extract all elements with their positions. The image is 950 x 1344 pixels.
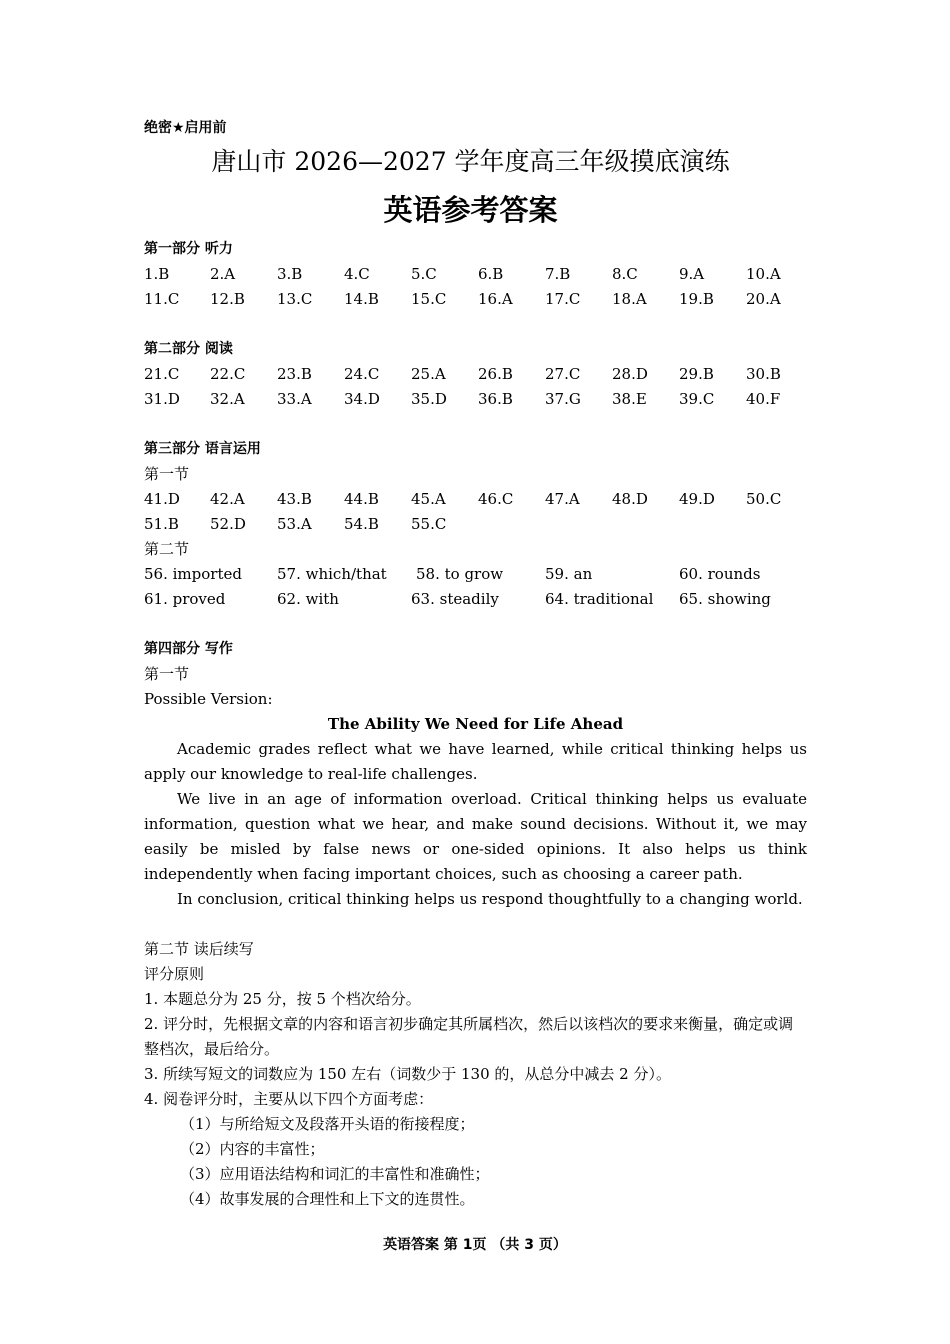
page-footer: 英语答案 第 1页 （共 3 页） [383,1237,567,1253]
answer-item: 51.B [144,515,179,533]
answer-item: 21.C [144,365,180,383]
answer-item: 27.C [545,365,581,383]
answer-item: 32.A [210,390,245,408]
scoring-subrule: （3）应用语法结构和词汇的丰富性和准确性； [180,1165,490,1183]
fill-answer: 59. an [545,565,593,583]
answer-item: 26.B [478,365,513,383]
answer-item: 3.B [277,265,303,283]
fill-row [144,562,807,587]
answer-item: 20.A [746,290,781,308]
fill-answer: 62. with [277,590,339,608]
answer-item: 16.A [478,290,513,308]
answer-item: 22.C [210,365,246,383]
fill-answer: 64. traditional [545,590,654,608]
answer-item: 1.B [144,265,170,283]
answer-item: 50.C [746,490,782,508]
answer-item: 17.C [545,290,581,308]
answer-item: 33.A [277,390,312,408]
fill-answer: 60. rounds [679,565,761,583]
answer-item: 52.D [210,515,246,533]
section-label: 第一节 [144,665,190,683]
answer-row [144,487,807,512]
essay-paragraph: We live in an age of information overload. Critical thinking helps us evaluate information, question what we hear, and make sound decisions. Without it, we may easily be misled by false news or one-sided opinions. It also helps us think independently when facing important choices, such as choosing a career path. [144,790,807,883]
part4-heading: 第四部分 写作 [144,641,233,657]
answer-item: 45.A [411,490,446,508]
answer-item: 44.B [344,490,379,508]
answer-item: 54.B [344,515,379,533]
answer-row [144,262,807,287]
answer-item: 12.B [210,290,245,308]
answer-item: 2.A [210,265,236,283]
answer-item: 10.A [746,265,781,283]
answer-item: 5.C [411,265,437,283]
scoring-rule: 3. 所续写短文的词数应为 150 左右（词数少于 130 的，从总分中减去 2 分）。 [144,1065,671,1083]
answer-item: 35.D [411,390,447,408]
answer-item: 40.F [746,390,781,408]
fill-answer: 56. imported [144,565,242,583]
section-label: 第二节 [144,540,190,558]
fill-answer: 65. showing [679,590,771,608]
answer-item: 49.D [679,490,715,508]
scoring-rule: 4. 阅卷评分时，主要从以下四个方面考虑： [144,1090,434,1108]
rules-heading: 评分原则 [144,965,205,983]
scoring-subrule: （2）内容的丰富性； [180,1140,325,1158]
fill-answer: 61. proved [144,590,226,608]
part2-heading: 第二部分 阅读 [144,341,233,357]
answer-item: 53.A [277,515,312,533]
answer-sheet-page [144,115,807,1212]
answer-item: 28.D [612,365,648,383]
answer-item: 46.C [478,490,514,508]
fill-answer: 58. to grow [416,565,504,583]
answer-item: 43.B [277,490,312,508]
answer-item: 29.B [679,365,714,383]
answer-row [144,287,807,312]
answer-item: 11.C [144,290,180,308]
answer-item: 23.B [277,365,312,383]
answer-item: 15.C [411,290,447,308]
answer-item: 13.C [277,290,313,308]
answer-item: 48.D [612,490,648,508]
answer-item: 37.G [545,390,581,408]
answer-item: 55.C [411,515,447,533]
exam-title: 唐山市 2026—2027 学年度高三年级摸底演练 [211,147,730,176]
fill-answer: 63. steadily [411,590,499,608]
answer-item: 19.B [679,290,714,308]
answer-item: 6.B [478,265,504,283]
answer-row [144,512,807,537]
part1-heading: 第一部分 听力 [144,241,233,257]
scoring-rule: 2. 评分时，先根据文章的内容和语言初步确定其所属档次，然后以该档次的要求来衡量，确定或调整档次，最后给分。 [144,1015,794,1058]
answer-item: 41.D [144,490,180,508]
answer-item: 14.B [344,290,379,308]
answer-item: 36.B [478,390,513,408]
fill-row [144,587,807,612]
answer-item: 34.D [344,390,380,408]
section-label: 第一节 [144,465,190,483]
answer-item: 18.A [612,290,647,308]
section-label: 第二节 读后续写 [144,940,254,958]
confidential-label: 绝密★启用前 [144,120,227,136]
answer-item: 31.D [144,390,180,408]
answer-item: 47.A [545,490,580,508]
part3-heading: 第三部分 语言运用 [144,441,261,457]
answer-item: 42.A [210,490,245,508]
answer-item: 8.C [612,265,638,283]
answer-item: 39.C [679,390,715,408]
answer-item: 9.A [679,265,705,283]
scoring-subrule: （4）故事发展的合理性和上下文的连贯性。 [180,1190,475,1208]
answer-item: 4.C [344,265,370,283]
answer-key-title: 英语参考答案 [383,193,558,227]
answer-row [144,362,807,387]
essay-paragraph: Academic grades reflect what we have learned, while critical thinking helps us apply our knowledge to real-life challenges. [144,740,807,783]
answer-item: 25.A [411,365,446,383]
answer-item: 38.E [612,390,647,408]
answer-item: 30.B [746,365,781,383]
fill-answer: 57. which/that [277,565,387,583]
answer-item: 24.C [344,365,380,383]
scoring-subrule: （1）与所给短文及段落开头语的衔接程度； [180,1115,475,1133]
answer-row [144,387,807,412]
possible-version-label: Possible Version: [144,690,273,708]
essay-paragraph: In conclusion, critical thinking helps us respond thoughtfully to a changing world. [177,890,803,908]
essay-title: The Ability We Need for Life Ahead [327,715,624,733]
answer-item: 7.B [545,265,571,283]
scoring-rule: 1. 本题总分为 25 分，按 5 个档次给分。 [144,990,421,1008]
